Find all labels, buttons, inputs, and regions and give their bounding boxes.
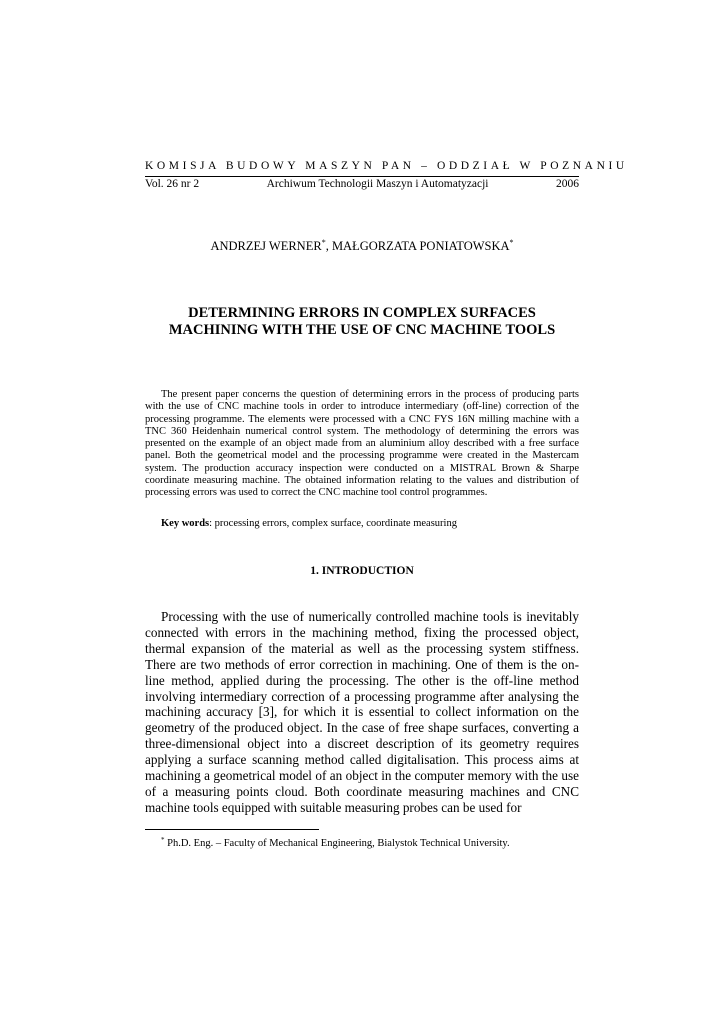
section-heading: 1. INTRODUCTION [310,565,414,577]
footnote-marker: * [161,836,165,844]
author-line [0,238,724,254]
affiliation-marker: * [509,238,514,247]
title-line: DETERMINING ERRORS IN COMPLEX SURFACES [188,305,536,321]
footnote [161,836,581,849]
author-name: ANDRZEJ WERNER [210,239,322,253]
journal-series-header: KOMISJA BUDOWY MASZYN PAN – ODDZIAŁ W POZNANIU [145,160,628,172]
body-paragraph: Processing with the use of numerically controlled machine tools is inevitably connected with errors in the machining method, fixing the processed object, thermal expansion of the material as well as the processing system stiffness. There are two methods of error correction in machining. One of them is the on-line method, applied during the processing. The other is the off-line method involving intermediary correction of a processing programme after analysing the machining accuracy [3], for which it is essential to collect information on the geometry of the produced object. In the case of free shape surfaces, converting a three-dimensional object into a discreet description of its geometry requires applying a surface scanning method called digitalisation. This process aims at machining a geometrical model of an object in the computer memory with the use of a measuring points cloud. Both coordinate measuring machines and CNC machine tools equipped with suitable measuring probes can be used for [145,609,579,815]
journal-title: Archiwum Technologii Maszyn i Automatyzacji [266,178,489,190]
footnote-text: Ph.D. Eng. – Faculty of Mechanical Engineering, Bialystok Technical University. [164,838,510,849]
abstract-paragraph: The present paper concerns the question of determining errors in the process of producing parts with the use of CNC machine tools in order to introduce intermediary (off-line) correction of the processing programme. The elements were processed with a CNC FYS 16N milling machine with a TNC 360 Heidenhain numerical control system. The methodology of determining the errors was presented on the example of an object made from an aluminium alloy described with a free surface panel. Both the geometrical model and the processing programme were created in the Mastercam system. The production accuracy inspection were conducted on a MISTRAL Brown & Sharpe coordinate measuring machine. The obtained information relating to the values and distribution of processing errors was used to correct the CNC machine tool control programmes. [145,389,579,499]
keywords-line [161,518,581,529]
author-name: MAŁGORZATA PONIATOWSKA [331,239,510,253]
publication-year: 2006 [556,178,579,190]
title-line: MACHINING WITH THE USE OF CNC MACHINE TOOLS [168,322,556,338]
affiliation-marker: * [321,238,326,247]
header-divider [145,176,579,177]
journal-info-line [145,178,579,190]
volume-label: Vol. 26 nr 2 [145,178,200,190]
author-separator: , [325,239,332,253]
paper-title [145,305,579,339]
footnote-divider [145,829,319,830]
keywords-text: : processing errors, complex surface, coordinate measuring [209,518,457,529]
keywords-label: Key words [161,518,210,529]
